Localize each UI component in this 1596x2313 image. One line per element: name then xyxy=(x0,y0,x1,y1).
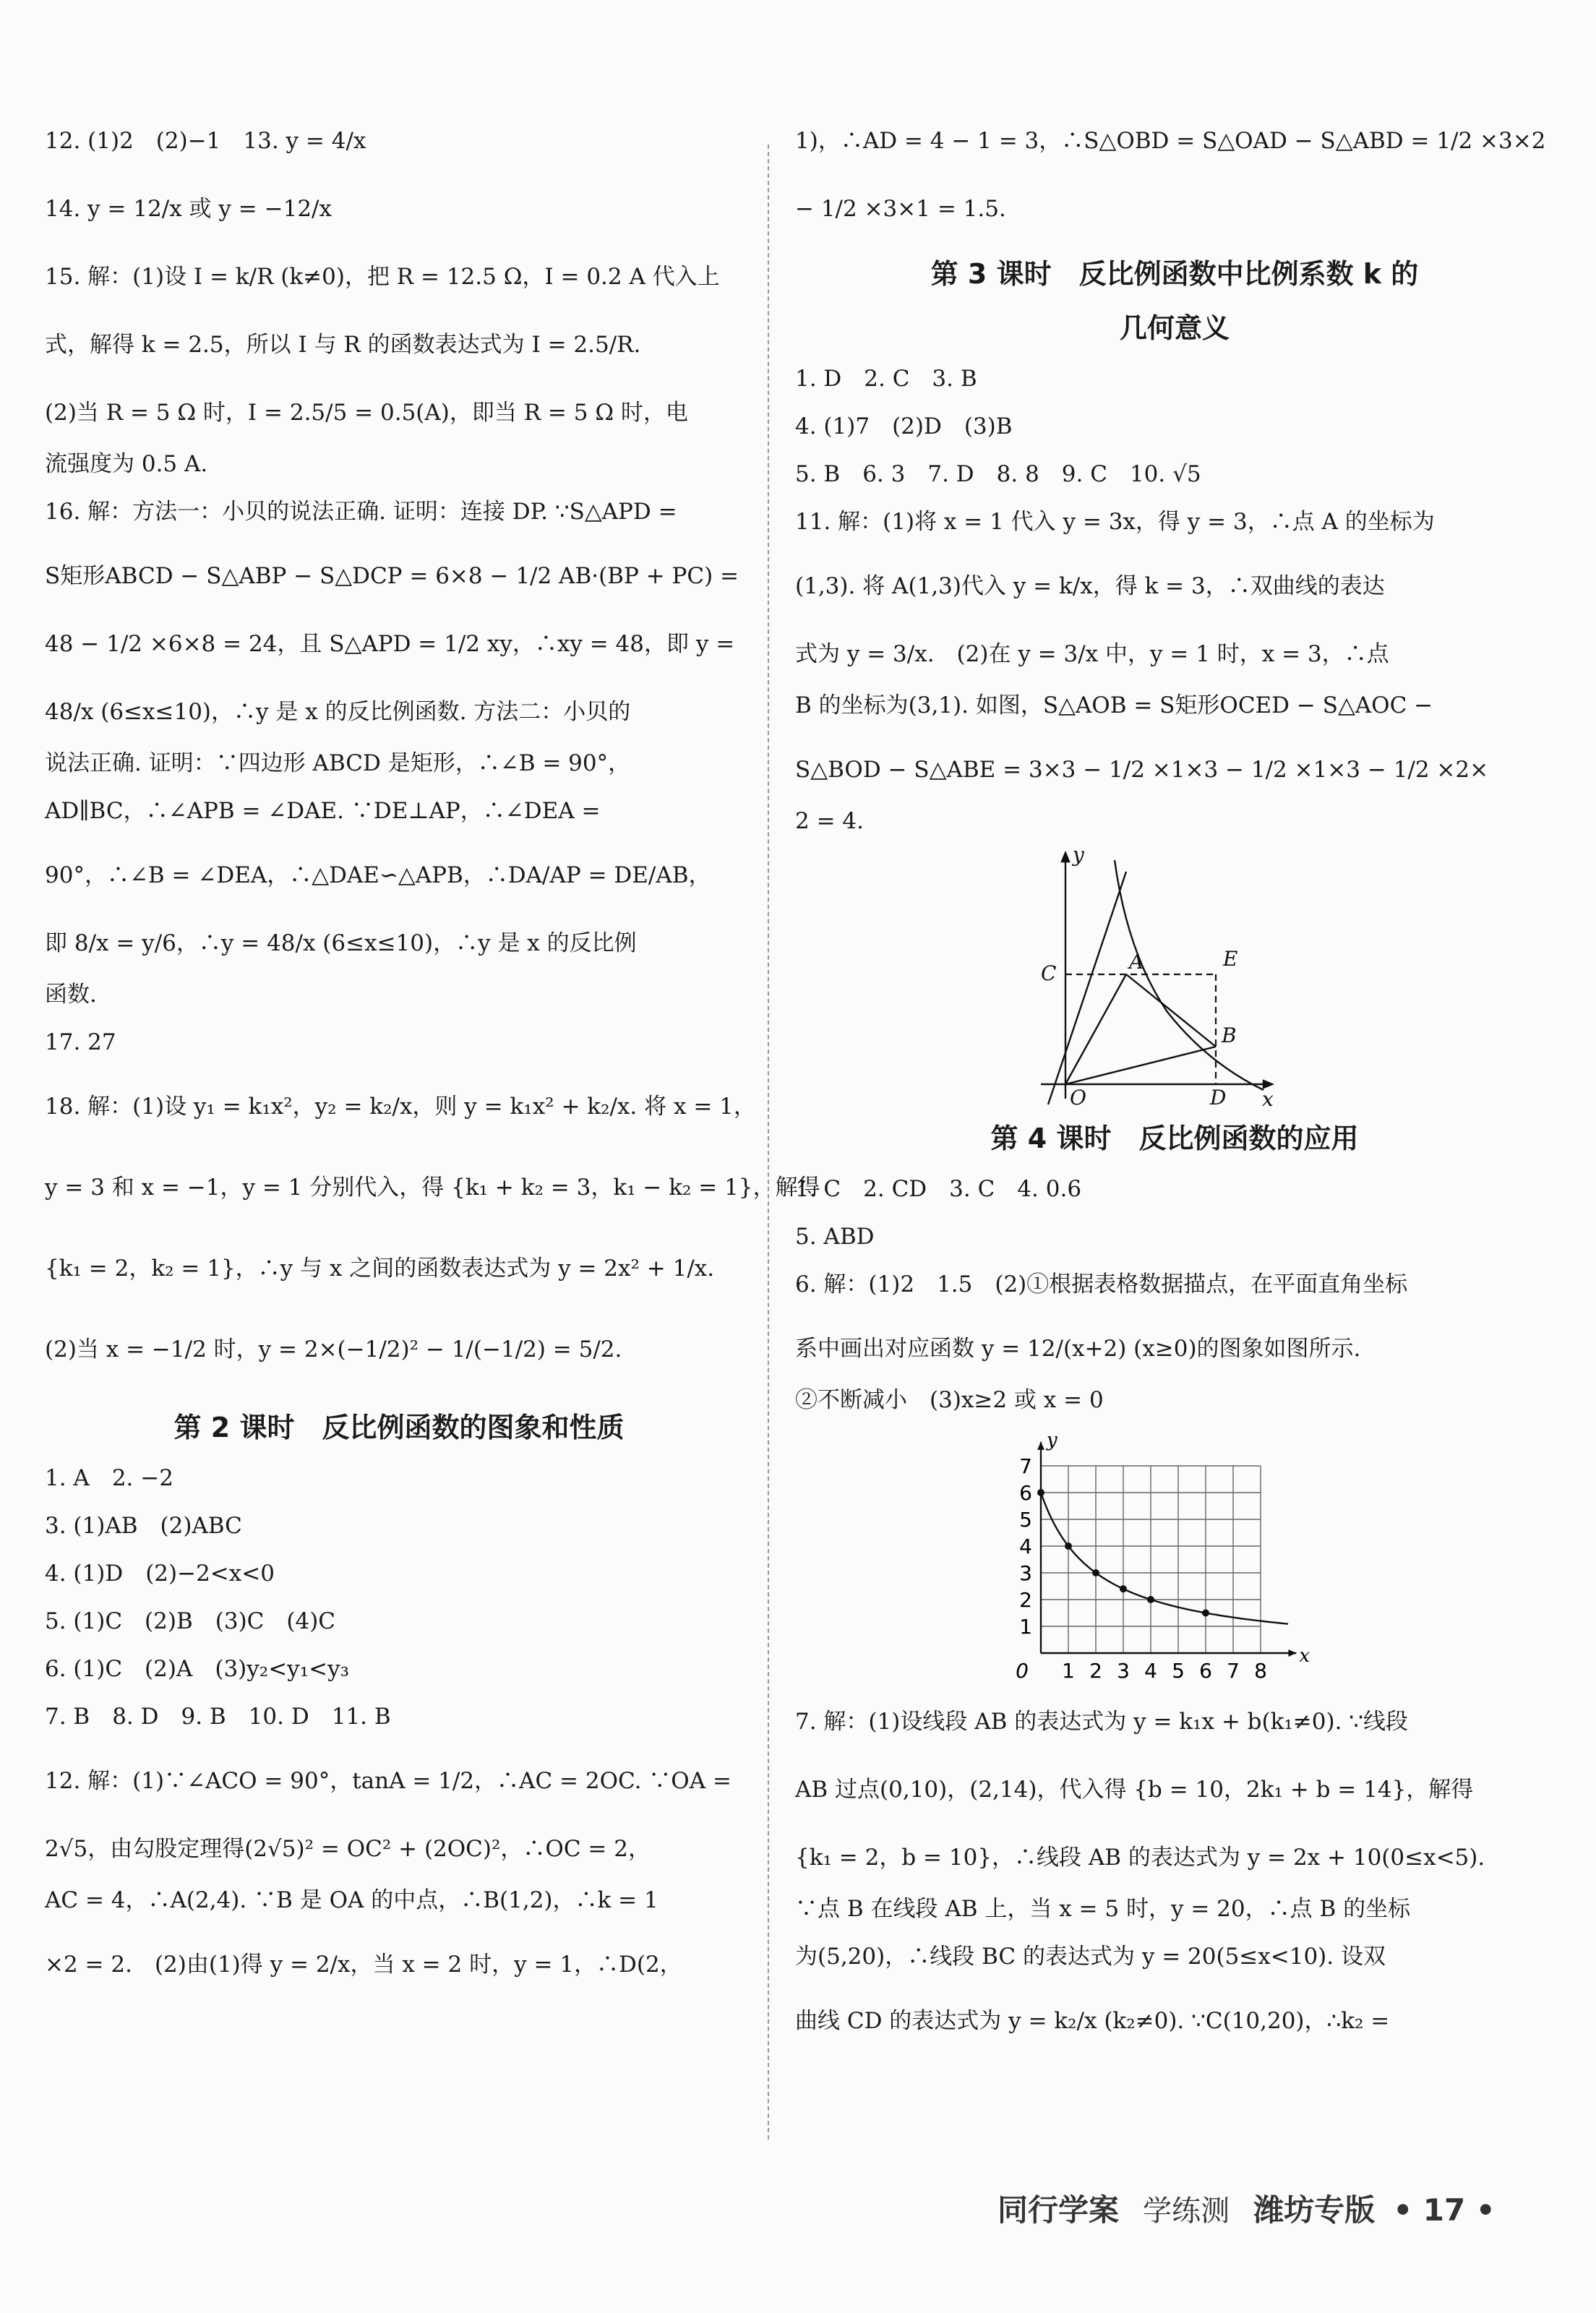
answer-line: 6. 解：(1)2 1.5 (2)①根据表格数据描点，在平面直角坐标 xyxy=(795,1271,1408,1297)
answer-line: ②不断减小 (3)x≥2 或 x = 0 xyxy=(795,1387,1104,1413)
answer-line: y = 3 和 x = −1，y = 1 分别代入，得 {k₁ + k₂ = 3，k₁ − k₂ = 1}，解得 xyxy=(45,1175,820,1201)
x-tick-label: 6 xyxy=(1199,1659,1212,1683)
page-number: • 17 • xyxy=(1393,2192,1496,2228)
y-tick-label: 1 xyxy=(1019,1615,1032,1639)
y-axis-arrow xyxy=(1062,853,1069,862)
fig1-label-y: y xyxy=(1073,846,1084,867)
y-tick-label: 3 xyxy=(1019,1561,1032,1585)
function-curve xyxy=(1041,1493,1288,1624)
fig1-label-C: C xyxy=(1041,961,1057,985)
segment-OA xyxy=(1065,974,1126,1084)
answer-line: 5. ABD xyxy=(795,1224,875,1250)
answer-line: 式，解得 k = 2.5，所以 I 与 R 的函数表达式为 I = 2.5/R. xyxy=(45,332,641,358)
x-tick-label: 3 xyxy=(1117,1659,1130,1683)
fig1-label-A: A xyxy=(1129,950,1144,974)
y-tick-label: 2 xyxy=(1019,1588,1032,1612)
fig1-label-D: D xyxy=(1210,1086,1227,1106)
x-tick-label: 7 xyxy=(1227,1659,1240,1683)
answer-line: 5. (1)C (2)B (3)C (4)C xyxy=(45,1608,336,1634)
fig1-label-E: E xyxy=(1223,947,1238,971)
answer-line: {k₁ = 2，b = 10}，∴线段 AB 的表达式为 y = 2x + 10(0≤x<5). xyxy=(795,1845,1485,1871)
answer-line: {k₁ = 2，k₂ = 1}，∴y 与 x 之间的函数表达式为 y = 2x² + 1/x. xyxy=(45,1256,715,1282)
function-graph xyxy=(998,1422,1330,1696)
answer-line: 11. 解：(1)将 x = 1 代入 y = 3x，得 y = 3，∴点 A 的坐标为 xyxy=(795,509,1435,535)
answer-line: 6. (1)C (2)A (3)y₂<y₁<y₃ xyxy=(45,1656,350,1682)
lesson-3-heading: 第 3 课时 反比例函数中比例系数 k 的 xyxy=(930,258,1419,290)
data-point xyxy=(1202,1610,1209,1617)
answer-line: 流强度为 0.5 A. xyxy=(45,451,208,477)
lesson-4-heading: 第 4 课时 反比例函数的应用 xyxy=(990,1123,1359,1154)
y-tick-label: 4 xyxy=(1019,1535,1032,1558)
answer-line: 17. 27 xyxy=(45,1029,116,1055)
y-tick-label: 5 xyxy=(1019,1508,1032,1532)
data-point xyxy=(1092,1569,1099,1576)
answer-line: 式为 y = 3/x. (2)在 y = 3/x 中，y = 1 时，x = 3，∴点 xyxy=(795,641,1389,667)
x-tick-label: 1 xyxy=(1062,1659,1075,1683)
answer-line: 系中画出对应函数 y = 12/(x+2) (x≥0)的图象如图所示. xyxy=(795,1336,1361,1362)
y-axis-arrow xyxy=(1037,1442,1044,1450)
answer-line: ×2 = 2. (2)由(1)得 y = 2/x，当 x = 2 时，y = 1，∴D(2， xyxy=(45,1952,682,1978)
y-tick-label: 6 xyxy=(1019,1481,1032,1505)
fig1-label-O: O xyxy=(1070,1086,1086,1106)
answer-line: 曲线 CD 的表达式为 y = k₂/x (k₂≠0). ∵C(10,20)，∴k₂ = xyxy=(795,2008,1390,2034)
segment-AB xyxy=(1126,974,1216,1047)
answer-line: 12. (1)2 (2)−1 13. y = 4/x xyxy=(45,128,366,154)
x-tick-label: 0 xyxy=(1016,1659,1029,1683)
answer-line: 18. 解：(1)设 y₁ = k₁x²，y₂ = k₂/x，则 y = k₁x² + k₂/x. 将 x = 1， xyxy=(45,1094,756,1120)
page-footer xyxy=(998,2187,1561,2230)
hyperbola-diagram xyxy=(1034,846,1323,1106)
footer-edition: 潍坊专版 xyxy=(1253,2192,1376,2228)
x-axis-arrow xyxy=(1288,1649,1296,1657)
answer-line: (2)当 R = 5 Ω 时，I = 2.5/5 = 0.5(A)，即当 R = 5 Ω 时，电 xyxy=(45,400,688,426)
answer-line: (1,3). 将 A(1,3)代入 y = k/x，得 k = 3，∴双曲线的表达 xyxy=(795,573,1385,599)
answer-line: 3. (1)AB (2)ABC xyxy=(45,1513,242,1539)
answer-line: (2)当 x = −1/2 时，y = 2×(−1/2)² − 1/(−1/2) = 5/2. xyxy=(45,1336,622,1363)
answer-line: 1. C 2. CD 3. C 4. 0.6 xyxy=(795,1176,1082,1202)
answer-line: 即 8/x = y/6，∴y = 48/x (6≤x≤10)，∴y 是 x 的反比例 xyxy=(45,930,637,956)
footer-brand: 同行学案 xyxy=(998,2192,1120,2228)
answer-line: AD∥BC，∴∠APB = ∠DAE. ∵DE⊥AP，∴∠DEA = xyxy=(45,798,601,824)
data-point xyxy=(1120,1585,1127,1592)
answer-line: 4. (1)D (2)−2<x<0 xyxy=(45,1561,275,1587)
footer-series: 学练测 xyxy=(1143,2194,1230,2228)
answer-line: 1. D 2. C 3. B xyxy=(795,366,977,392)
right-column xyxy=(795,123,1554,2039)
fig1-label-x: x xyxy=(1262,1087,1274,1106)
answer-line: 说法正确. 证明：∵四边形 ABCD 是矩形，∴∠B = 90°， xyxy=(45,750,631,776)
answer-line: 48/x (6≤x≤10)，∴y 是 x 的反比例函数. 方法二：小贝的 xyxy=(45,699,631,725)
answer-line: 函数. xyxy=(45,982,97,1008)
answer-line: 2√5，由勾股定理得(2√5)² = OC² + (2OC)²，∴OC = 2， xyxy=(45,1836,651,1862)
left-column xyxy=(45,123,820,1983)
answer-line: 48 − 1/2 ×6×8 = 24，且 S△APD = 1/2 xy，∴xy = 48，即 y = xyxy=(45,631,735,657)
answer-line: 为(5,20)，∴线段 BC 的表达式为 y = 20(5≤x<10). 设双 xyxy=(795,1944,1386,1970)
x-tick-label: 2 xyxy=(1089,1659,1102,1683)
answer-line: B 的坐标为(3,1). 如图，S△AOB = S矩形OCED − S△AOC − xyxy=(795,692,1433,718)
answer-line: 5. B 6. 3 7. D 8. 8 9. C 10. √5 xyxy=(795,461,1201,487)
answer-line: 7. B 8. D 9. B 10. D 11. B xyxy=(45,1704,391,1730)
y-tick-label: 7 xyxy=(1019,1454,1032,1478)
data-point xyxy=(1147,1596,1154,1603)
fig1-label-B: B xyxy=(1222,1024,1237,1047)
answer-line: AC = 4，∴A(2,4). ∵B 是 OA 的中点，∴B(1,2)，∴k = 1 xyxy=(45,1887,658,1913)
answer-line: 2 = 4. xyxy=(795,808,864,834)
x-tick-label: 5 xyxy=(1172,1659,1185,1683)
answer-line: S矩形ABCD − S△ABP − S△DCP = 6×8 − 1/2 AB·(BP + PC) = xyxy=(45,563,739,589)
y-axis-label: y xyxy=(1047,1429,1057,1451)
column-divider xyxy=(768,145,769,2140)
data-point xyxy=(1037,1489,1044,1496)
answer-line: AB 过点(0,10)，(2,14)，代入得 {b = 10，2k₁ + b = 14}，解得 xyxy=(795,1777,1474,1803)
answer-line: 1)，∴AD = 4 − 1 = 3，∴S△OBD = S△OAD − S△ABD = 1/2 ×3×2 xyxy=(795,128,1546,154)
x-tick-label: 4 xyxy=(1144,1659,1157,1683)
answer-line: − 1/2 ×3×1 = 1.5. xyxy=(795,196,1006,222)
lesson-2-heading: 第 2 课时 反比例函数的图象和性质 xyxy=(173,1412,625,1443)
x-axis-label: x xyxy=(1299,1645,1310,1667)
answer-line: 16. 解：方法一：小贝的说法正确. 证明：连接 DP. ∵S△APD = xyxy=(45,499,677,525)
answer-line: 90°，∴∠B = ∠DEA，∴△DAE∽△APB，∴DA/AP = DE/AB， xyxy=(45,862,711,888)
answer-line: 1. A 2. −2 xyxy=(45,1465,173,1491)
answer-line: 15. 解：(1)设 I = k/R (k≠0)，把 R = 12.5 Ω，I = 0.2 A 代入上 xyxy=(45,264,720,290)
answer-line: 7. 解：(1)设线段 AB 的表达式为 y = k₁x + b(k₁≠0). ∵线段 xyxy=(795,1709,1409,1735)
answer-line: 4. (1)7 (2)D (3)B xyxy=(795,413,1013,439)
data-point xyxy=(1065,1542,1072,1550)
answer-line: ∵点 B 在线段 AB 上，当 x = 5 时，y = 20，∴点 B 的坐标 xyxy=(795,1896,1411,1922)
answer-line: S△BOD − S△ABE = 3×3 − 1/2 ×1×3 − 1/2 ×1×3 − 1/2 ×2× xyxy=(795,757,1489,783)
x-tick-label: 8 xyxy=(1254,1659,1267,1683)
lesson-3-heading-cont: 几何意义 xyxy=(1119,312,1230,344)
answer-line: 12. 解：(1)∵∠ACO = 90°，tanA = 1/2，∴AC = 2OC. ∵OA = xyxy=(45,1768,732,1794)
line-y-3x xyxy=(1048,872,1126,1104)
answer-line: 14. y = 12/x 或 y = −12/x xyxy=(45,196,332,222)
segment-OB xyxy=(1065,1047,1216,1084)
